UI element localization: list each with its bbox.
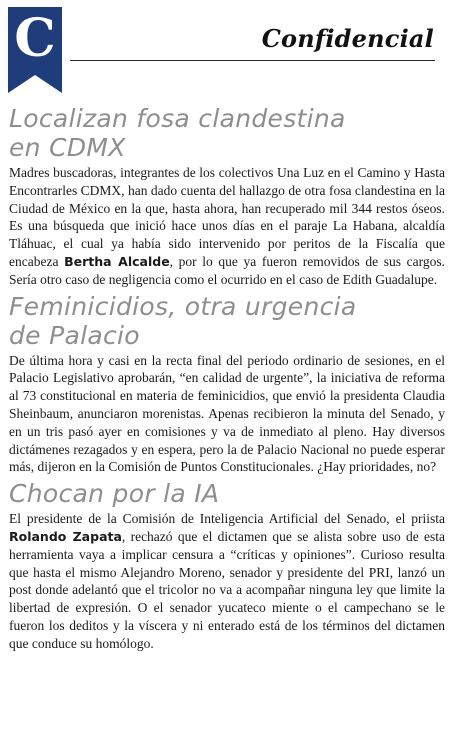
header-divider (70, 60, 435, 61)
body-text: , por lo que ya fueron removidos de sus cargos. Sería otro caso de negligencia como el ocurrido en el caso de Edith Guadalupe. (9, 253, 445, 287)
article-body (9, 164, 445, 289)
headline-line: de Palacio (9, 320, 140, 350)
body-text: El presidente de la Comisión de Inteligencia Artificial del Senado, el priista (9, 511, 445, 527)
section-title: Confidencial (261, 24, 434, 53)
headline-line: Localizan fosa clandestina (9, 104, 346, 133)
badge-letter: C (14, 8, 56, 69)
article-headline (9, 479, 445, 508)
headline-line: Chocan por la IA (9, 479, 220, 509)
article (9, 292, 445, 477)
article-body (9, 510, 445, 652)
headline-line: Feminicidios, otra urgencia (9, 291, 357, 321)
section-header (0, 0, 461, 100)
body-text: Madres buscadoras, integrantes de los colectivos Una Luz en el Camino y Hasta Encontrarles CDMX, han dado cuenta del hallazgo de otra fosa clandestina en la Ciudad de México en la que, hasta ahora, han recuperado mil 344 restos óseos. Es una búsqueda que inició hace unos días en el paraje La Habana, alcaldía Tláhuac, el cual ya había sido intervenido por peritos de la Fiscalía que encabeza (9, 165, 445, 269)
body-text: De última hora y casi en la recta final del periodo ordinario de sesiones, en el Palacio Legislativo aprobarán, “en calidad de urgente”, la iniciativa de reforma al 73 constitucional en materia de feminicidios, que envió la presidenta Claudia Sheinbaum, anunciaron morenistas. Apenas recibieron la minuta del Senado, y en un tris pasó ayer en comisiones y va de inmediato al pleno. Hay diversos dictámenes rezagados y en espera, pero la de Palacio Nacional no puede esperar más, dijeron en la Comisión de Puntos Constitucionales. ¿Hay prioridades, no? (9, 352, 445, 475)
body-text: , rechazó que el dictamen que se alista sobre uso de esta herramienta vaya a implicar censura a “críticas y opiniones”. Curioso resulta que hasta el mismo Alejandro Moreno, senador y presidente del PRI, lanzó un post donde adelantó que el tricolor no va a acompañar ninguna ley que limite la libertad de expresión. O el senador yucateco miente o el campechano se le fueron los deditos y la víscera y ni enterado está de los términos del dictamen que conduce su homólogo. (9, 528, 445, 651)
headline-line: en CDMX (9, 133, 126, 162)
highlighted-name: Bertha Alcalde (64, 253, 170, 269)
articles-column (9, 104, 445, 656)
highlighted-name: Rolando Zapata (9, 528, 122, 544)
article-body (9, 352, 445, 477)
article-headline (9, 292, 445, 350)
article (9, 479, 445, 652)
section-badge (8, 7, 62, 93)
article (9, 104, 445, 289)
article-headline (9, 104, 445, 162)
